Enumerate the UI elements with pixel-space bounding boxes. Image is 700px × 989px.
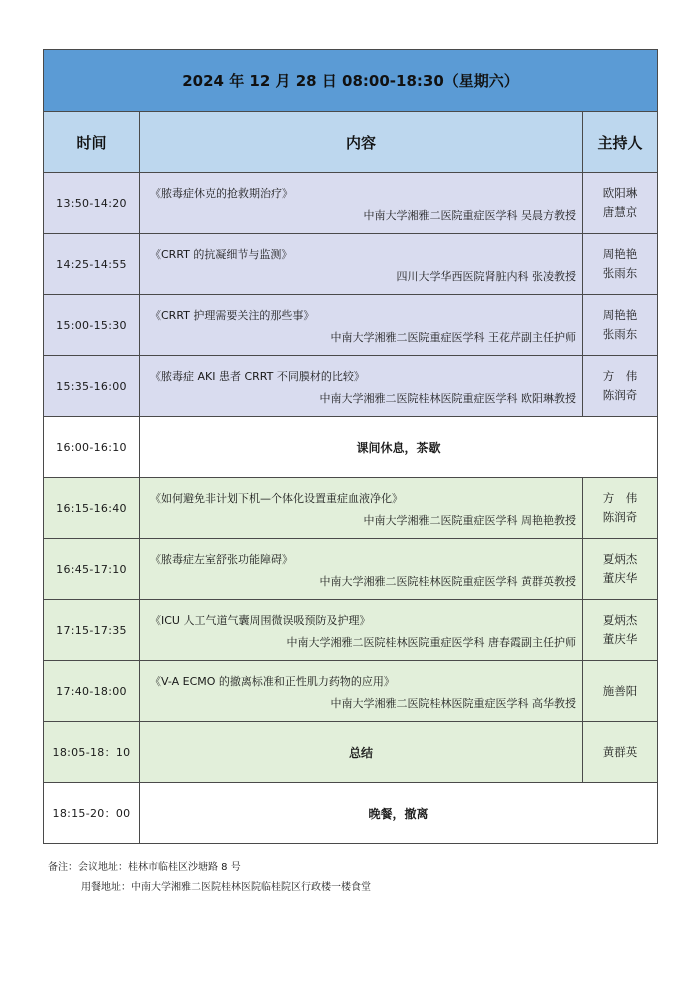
- session-host: [583, 234, 658, 295]
- session-time: 18:05-18：10: [44, 722, 140, 783]
- session-title: 《CRRT 的抗凝细节与监测》: [150, 248, 293, 261]
- session-host: [583, 539, 658, 600]
- session-content: [140, 173, 583, 234]
- session-speaker: 中南大学湘雅二医院桂林医院重症医学科 黄群英教授: [319, 575, 576, 588]
- session-content: [140, 295, 583, 356]
- header-host: 主持人: [583, 112, 658, 173]
- session-speaker: 中南大学湘雅二医院桂林医院重症医学科 欧阳琳教授: [319, 392, 576, 405]
- session-time: 15:35-16:00: [44, 356, 140, 417]
- host-name: 唐慧京: [602, 205, 638, 219]
- session-time: 15:00-15:30: [44, 295, 140, 356]
- table-row: [44, 478, 658, 539]
- summary-label: 总结: [140, 722, 583, 783]
- date-header-row: [44, 50, 658, 112]
- session-host: [583, 661, 658, 722]
- session-host: [583, 295, 658, 356]
- session-time: 16:00-16:10: [44, 417, 140, 478]
- notes: [48, 858, 371, 898]
- session-content: [140, 478, 583, 539]
- session-time: 17:15-17:35: [44, 600, 140, 661]
- header-time: 时间: [44, 112, 140, 173]
- session-title: 《脓毒症休克的抢救期治疗》: [150, 187, 293, 200]
- host-name: 夏炳杰: [602, 552, 638, 566]
- session-host: [583, 478, 658, 539]
- session-time: 14:25-14:55: [44, 234, 140, 295]
- session-time: 16:45-17:10: [44, 539, 140, 600]
- session-title: 《脓毒症左室舒张功能障碍》: [150, 553, 293, 566]
- date-header: 2024 年 12 月 28 日 08:00-18:30（星期六）: [44, 50, 658, 112]
- host-name: 董庆华: [602, 571, 638, 585]
- session-content: [140, 600, 583, 661]
- schedule-table: [43, 49, 658, 844]
- host-name: 夏炳杰: [602, 613, 638, 627]
- session-time: 16:15-16:40: [44, 478, 140, 539]
- session-speaker: 中南大学湘雅二医院重症医学科 周艳艳教授: [363, 514, 576, 527]
- table-row: [44, 356, 658, 417]
- session-title: 《CRRT 护理需要关注的那些事》: [150, 309, 315, 322]
- host-name: 施善阳: [602, 683, 638, 698]
- host-name: 董庆华: [602, 632, 638, 646]
- session-speaker: 中南大学湘雅二医院桂林医院重症医学科 高华教授: [330, 697, 576, 710]
- header-content: 内容: [140, 112, 583, 173]
- table-row-summary: [44, 722, 658, 783]
- host-name: 陈润奇: [602, 388, 638, 402]
- session-host: [583, 600, 658, 661]
- session-title: 《脓毒症 AKI 患者 CRRT 不同膜材的比较》: [150, 370, 365, 383]
- table-row: [44, 173, 658, 234]
- session-host: [583, 722, 658, 783]
- session-content: [140, 539, 583, 600]
- host-name: 张雨东: [602, 266, 638, 280]
- note-dining: 用餐地址：中南大学湘雅二医院桂林医院临桂院区行政楼一楼食堂: [81, 882, 371, 893]
- session-speaker: 中南大学湘雅二医院重症医学科 吴晨方教授: [363, 209, 576, 222]
- session-time: 17:40-18:00: [44, 661, 140, 722]
- host-name: 黄群英: [602, 744, 638, 759]
- session-host: [583, 173, 658, 234]
- session-title: 《V-A ECMO 的撤离标准和正性肌力药物的应用》: [150, 675, 395, 688]
- break-label: 课间休息，茶歇: [140, 417, 658, 478]
- table-row-dinner: [44, 783, 658, 844]
- session-title: 《如何避免非计划下机—个体化设置重症血液净化》: [150, 492, 403, 505]
- host-name: 欧阳琳: [602, 186, 638, 200]
- host-name: 方 伟: [602, 369, 638, 383]
- session-content: [140, 234, 583, 295]
- table-row: [44, 539, 658, 600]
- session-content: [140, 356, 583, 417]
- session-time: 18:15-20：00: [44, 783, 140, 844]
- session-speaker: 四川大学华西医院肾脏内科 张凌教授: [396, 270, 576, 283]
- host-name: 方 伟: [602, 491, 638, 505]
- session-speaker: 中南大学湘雅二医院桂林医院重症医学科 唐春霞副主任护师: [286, 636, 576, 649]
- table-row: [44, 600, 658, 661]
- session-content: [140, 661, 583, 722]
- column-header-row: [44, 112, 658, 173]
- host-name: 周艳艳: [602, 308, 638, 322]
- session-speaker: 中南大学湘雅二医院重症医学科 王花芹副主任护师: [330, 331, 576, 344]
- session-time: 13:50-14:20: [44, 173, 140, 234]
- host-name: 周艳艳: [602, 247, 638, 261]
- host-name: 张雨东: [602, 327, 638, 341]
- host-name: 陈润奇: [602, 510, 638, 524]
- session-title: 《ICU 人工气道气囊周围微误吸预防及护理》: [150, 614, 371, 627]
- table-row-break: [44, 417, 658, 478]
- table-row: [44, 234, 658, 295]
- note-venue: 备注：会议地址：桂林市临桂区沙塘路 8 号: [48, 862, 241, 873]
- table-row: [44, 661, 658, 722]
- dinner-label: 晚餐，撤离: [140, 783, 658, 844]
- table-row: [44, 295, 658, 356]
- session-host: [583, 356, 658, 417]
